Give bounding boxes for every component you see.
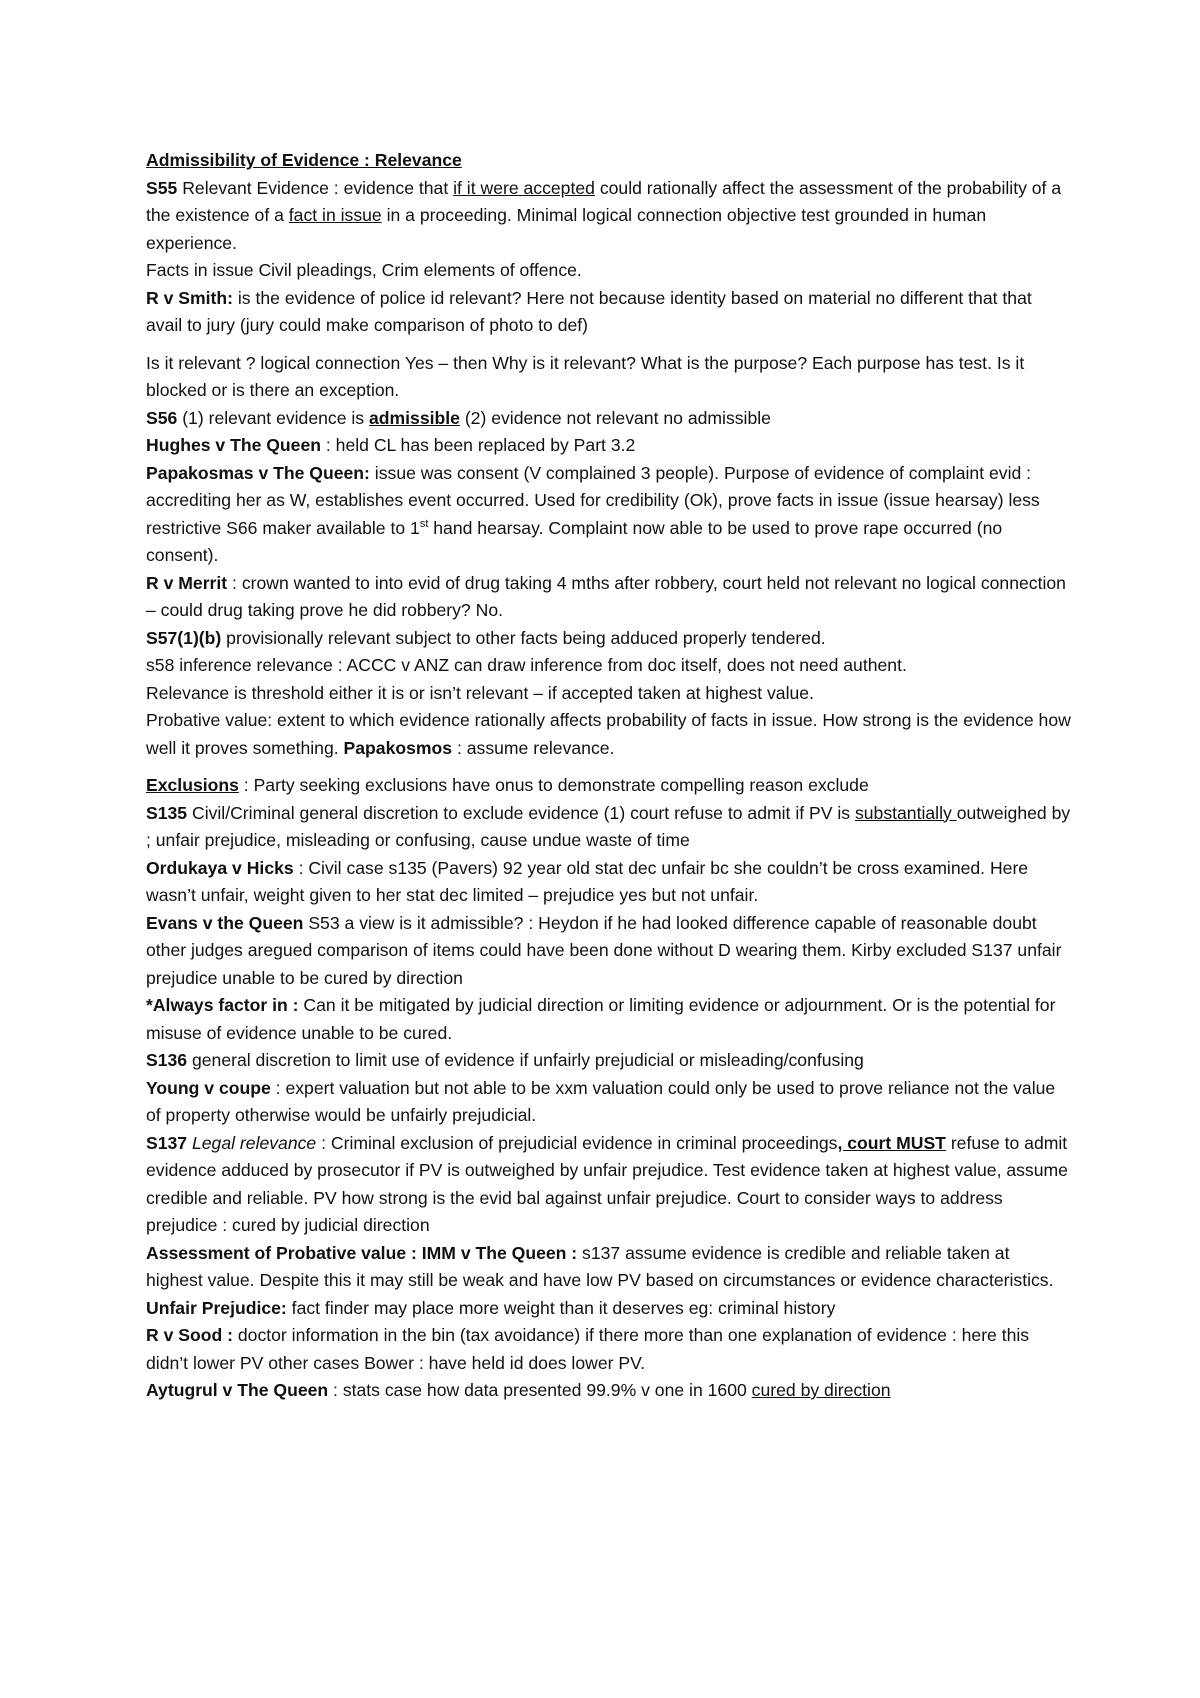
para-r-v-merrit: R v Merrit : crown wanted to into evid of drug taking 4 mths after robbery, court held not relevant no logical connection – could drug taking prove he did robbery? No.	[146, 572, 1066, 620]
para-facts-in-issue: Facts in issue Civil pleadings, Crim elements of offence.	[146, 260, 582, 280]
para-s57: S57(1)(b) provisionally relevant subject to other facts being adduced properly tendered.	[146, 627, 826, 648]
para-probative-value: Probative value: extent to which evidence rationally affects probability of facts in issue. How strong is the evidence how well it proves something. Papakosmos : assume relevance.	[146, 710, 1071, 758]
para-ordukaya: Ordukaya v Hicks : Civil case s135 (Pavers) 92 year old stat dec unfair bc she couldn’t be cross examined. Here wasn’t unfair, weight given to her stat dec limited – prejudice yes but not unfair.	[146, 857, 1029, 905]
para-unfair-prejudice: Unfair Prejudice: fact finder may place more weight than it deserves eg: criminal history	[146, 1297, 836, 1318]
para-threshold: Relevance is threshold either it is or isn’t relevant – if accepted taken at highest value.	[146, 682, 814, 703]
para-always-factor: *Always factor in : Can it be mitigated by judicial direction or limiting evidence or adjournment. Or is the potential for misuse of evidence unable to be cured.	[146, 995, 1056, 1043]
document-body	[146, 147, 1071, 1405]
para-s135: S135 Civil/Criminal general discretion to exclude evidence (1) court refuse to admit if PV is substantially outweighed by ; unfair prejudice, misleading or confusing, cause undue waste of time	[146, 802, 1071, 850]
para-s56: S56 (1) relevant evidence is admissible (2) evidence not relevant no admissible	[146, 407, 771, 428]
para-assessment-pv: Assessment of Probative value : IMM v The Queen : s137 assume evidence is credible and reliable taken at highest value. Despite this it may still be weak and have low PV based on circumstances or evidence characteristics.	[146, 1242, 1054, 1290]
para-s55: S55 Relevant Evidence : evidence that if it were accepted could rationally affect the assessment of the probability of a the existence of a fact in issue in a proceeding. Minimal logical connection objective test grounded in human experience.	[146, 177, 1062, 253]
para-s136: S136 general discretion to limit use of evidence if unfairly prejudicial or misleading/confusing	[146, 1050, 864, 1070]
para-aytugrul: Aytugrul v The Queen : stats case how data presented 99.9% v one in 1600 cured by direction	[146, 1380, 891, 1400]
para-r-v-sood: R v Sood : doctor information in the bin (tax avoidance) if there more than one explanation of evidence : here this didn’t lower PV other cases Bower : have held id does lower PV.	[146, 1325, 1030, 1373]
para-young-v-coupe: Young v coupe : expert valuation but not able to be xxm valuation could only be used to prove reliance not the value of property otherwise would be unfairly prejudicial.	[146, 1077, 1056, 1125]
para-s137: S137 Legal relevance : Criminal exclusion of prejudicial evidence in criminal proceedings, court MUST refuse to admit evidence adduced by prosecutor if PV is outweighed by unfair prejudice. Test evidence taken at highest value, assume credible and reliable. PV how strong is the evid bal against unfair prejudice. Court to consider ways to address prejudice : cured by judicial direction	[146, 1132, 1068, 1235]
para-exclusions: Exclusions : Party seeking exclusions have onus to demonstrate compelling reason exclude	[146, 775, 869, 795]
para-s58: s58 inference relevance : ACCC v ANZ can draw inference from doc itself, does not need authent.	[146, 655, 907, 675]
para-r-v-smith: R v Smith: is the evidence of police id relevant? Here not because identity based on material no different that that avail to jury (jury could make comparison of photo to def)	[146, 287, 1032, 335]
para-papakosmas: Papakosmas v The Queen: issue was consent (V complained 3 people). Purpose of evidence of complaint evid : accrediting her as W, establishes event occurred. Used for credibility (Ok), prove facts in issue (issue hearsay) less restrictive S66 maker available to 1st hand hearsay. Complaint now able to be used to prove rape occurred (no consent).	[146, 462, 1040, 565]
para-is-it-relevant: Is it relevant ? logical connection Yes – then Why is it relevant? What is the purpose? Each purpose has test. Is it blocked or is there an exception.	[146, 352, 1025, 400]
para-evans: Evans v the Queen S53 a view is it admissible? : Heydon if he had looked difference capable of reasonable doubt other judges aregued comparison of items could have been done without D wearing them. Kirby excluded S137 unfair prejudice unable to be cured by direction	[146, 912, 1062, 988]
para-hughes: Hughes v The Queen : held CL has been replaced by Part 3.2	[146, 435, 636, 455]
heading-admissibility: Admissibility of Evidence : Relevance	[146, 150, 462, 170]
